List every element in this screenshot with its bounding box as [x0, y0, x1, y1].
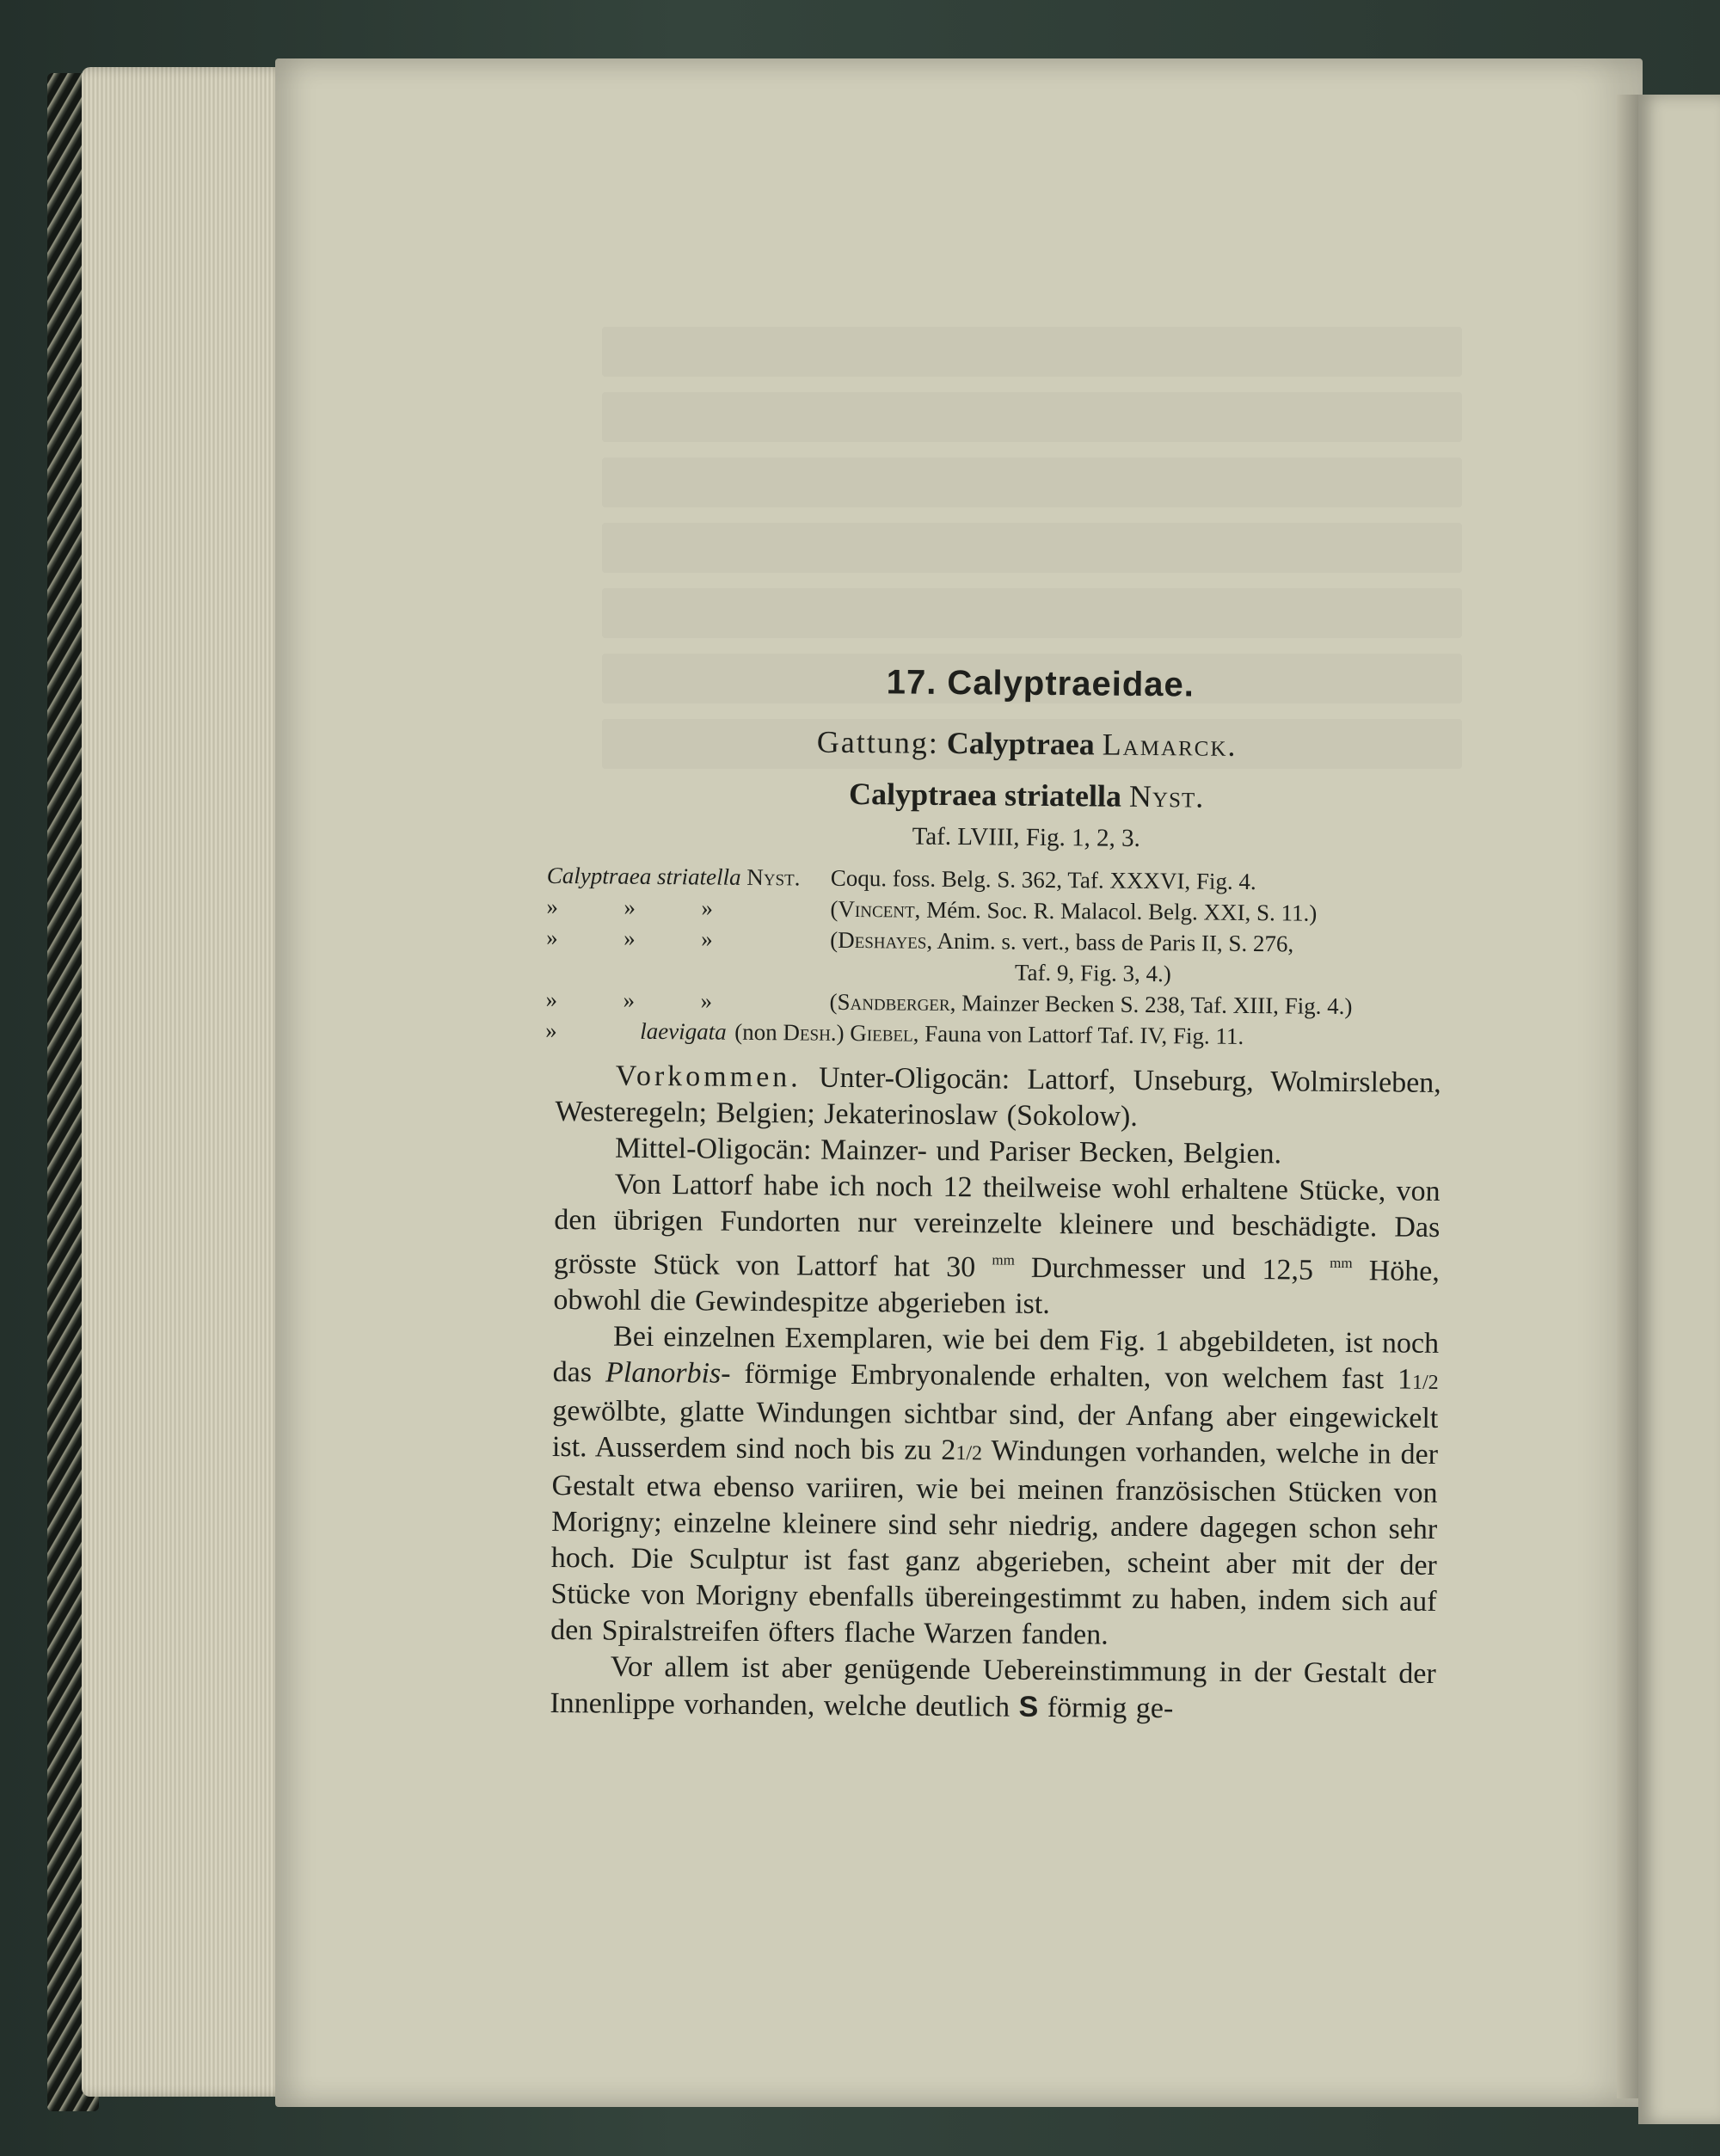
paragraph-lattorf: Von Lattorf habe ich noch 12 theilweise wohl erhaltene Stücke, von den übrigen Fundorten nur vereinzelte kleinere und beschädigte. Das grösste Stück von Lattorf hat 30 $^{mm}$ Durchmesser und 12,5 $^{mm}$ Höhe, obwohl die Gewindespitze abgerieben ist.	[553, 1168, 1440, 1321]
ditto-mark: »	[546, 924, 558, 951]
paragraph-occurrence	[555, 1058, 1441, 1138]
synonym-note: (non	[734, 1018, 777, 1046]
unit-mm: mm	[992, 1251, 1015, 1268]
occurrence-label: Vorkommen.	[615, 1060, 802, 1094]
synonym-name: laevigata	[640, 1017, 727, 1045]
ditto-mark: »	[623, 986, 636, 1013]
synonym-reference-continued: Taf. 9, Fig. 3, 4.)	[1014, 959, 1171, 987]
page-text-block	[545, 660, 1445, 1729]
reference-author: (Vincent,	[830, 895, 921, 923]
genus-author: Lamarck.	[1102, 727, 1238, 763]
synonym-reference: Fauna von Lattorf Taf. IV, Fig. 11.	[924, 1020, 1244, 1049]
paragraph-middle-oligocene: Mittel-Oligocän: Mainzer- und Pariser Becken, Belgien.	[614, 1132, 1282, 1170]
paragraph-inner-lip: Vor allem ist aber genügende Uebereinstimmung in der Gestalt der Innenlippe vorhanden, welche deutlich S förmig ge-	[550, 1650, 1436, 1725]
ditto-mark: »	[546, 893, 559, 920]
ditto-mark: »	[700, 987, 713, 1014]
synonym-reference: Anim. s. vert., bass de Paris II, S. 276,	[937, 927, 1294, 957]
ditto-mark: »	[545, 986, 558, 1012]
genus-name: Calyptraea	[946, 725, 1095, 762]
section-heading: 17. Calyptraeidae.	[886, 663, 1195, 704]
fraction: 1/2	[1411, 1371, 1439, 1394]
genus-line	[558, 722, 1444, 765]
paragraph-specimens: Bei einzelnen Exemplaren, wie bei dem Fig. 1 abgebildeten, ist noch das Planorbis- förmige Embryonalende erhalten, von welchem fast 11/2 gewölbte, glatte Windungen sichtbar sind, der Anfang aber eingewickelt ist. Ausserdem sind noch bis zu 21/2 Windungen vorhanden, welche in der Gestalt etwa ebenso variiren, wie bei meinen französischen Stücken von Morigny; einzelne kleinere sind sehr niedrig, andere dagegen schon sehr hoch. Die Sculptur ist fast ganz abgerieben, scheint aber mit der der Stücke von Morigny ebenfalls übereingestimmt zu haben, indem sich auf den Spiralstreifen öfters flache Warzen fanden.	[550, 1320, 1440, 1651]
note-author: Desh.)	[783, 1019, 845, 1046]
synonym-author: Nyst.	[746, 863, 801, 891]
unit-mm: mm	[1330, 1254, 1353, 1272]
ditto-mark: »	[701, 925, 713, 952]
synonym-name: Calyptraea striatella	[546, 862, 741, 890]
ditto-mark: »	[701, 894, 714, 921]
ditto-mark: »	[624, 924, 636, 951]
reference-author: Giebel,	[850, 1019, 919, 1047]
synonym-reference: Coqu. foss. Belg. S. 362, Taf. XXXVI, Fig. 4.	[830, 864, 1256, 895]
occurrence-text: Unter-Oligocän: Lattorf, Unseburg, Wolmirsleben, Westeregeln; Belgien; Jekaterinoslaw (Sokolow).	[555, 1061, 1441, 1133]
synonym-reference: Mainzer Becken S. 238, Taf. XIII, Fig. 4.)	[961, 990, 1353, 1020]
facing-page-edge	[1638, 95, 1720, 2124]
species-author: Nyst.	[1128, 778, 1205, 814]
genus-label: Gattung:	[816, 724, 939, 760]
ditto-mark: »	[624, 894, 636, 920]
fraction: 1/2	[955, 1442, 983, 1465]
species-line	[557, 773, 1443, 817]
ditto-mark: »	[545, 1017, 557, 1043]
plate-reference: Taf. LVIII, Fig. 1, 2, 3.	[912, 822, 1140, 852]
planorbis-term: Planorbis	[605, 1356, 722, 1390]
synonym-reference: Mém. Soc. R. Malacol. Belg. XXI, S. 11.)	[926, 896, 1318, 926]
synonymy-entry	[545, 1015, 1441, 1053]
species-name: Calyptraea striatella	[848, 776, 1122, 814]
s-shape-letter: S	[1018, 1690, 1039, 1723]
reference-author: (Sandberger,	[829, 988, 956, 1017]
reference-author: (Deshayes,	[830, 926, 933, 954]
synonymy-list	[545, 860, 1443, 1053]
